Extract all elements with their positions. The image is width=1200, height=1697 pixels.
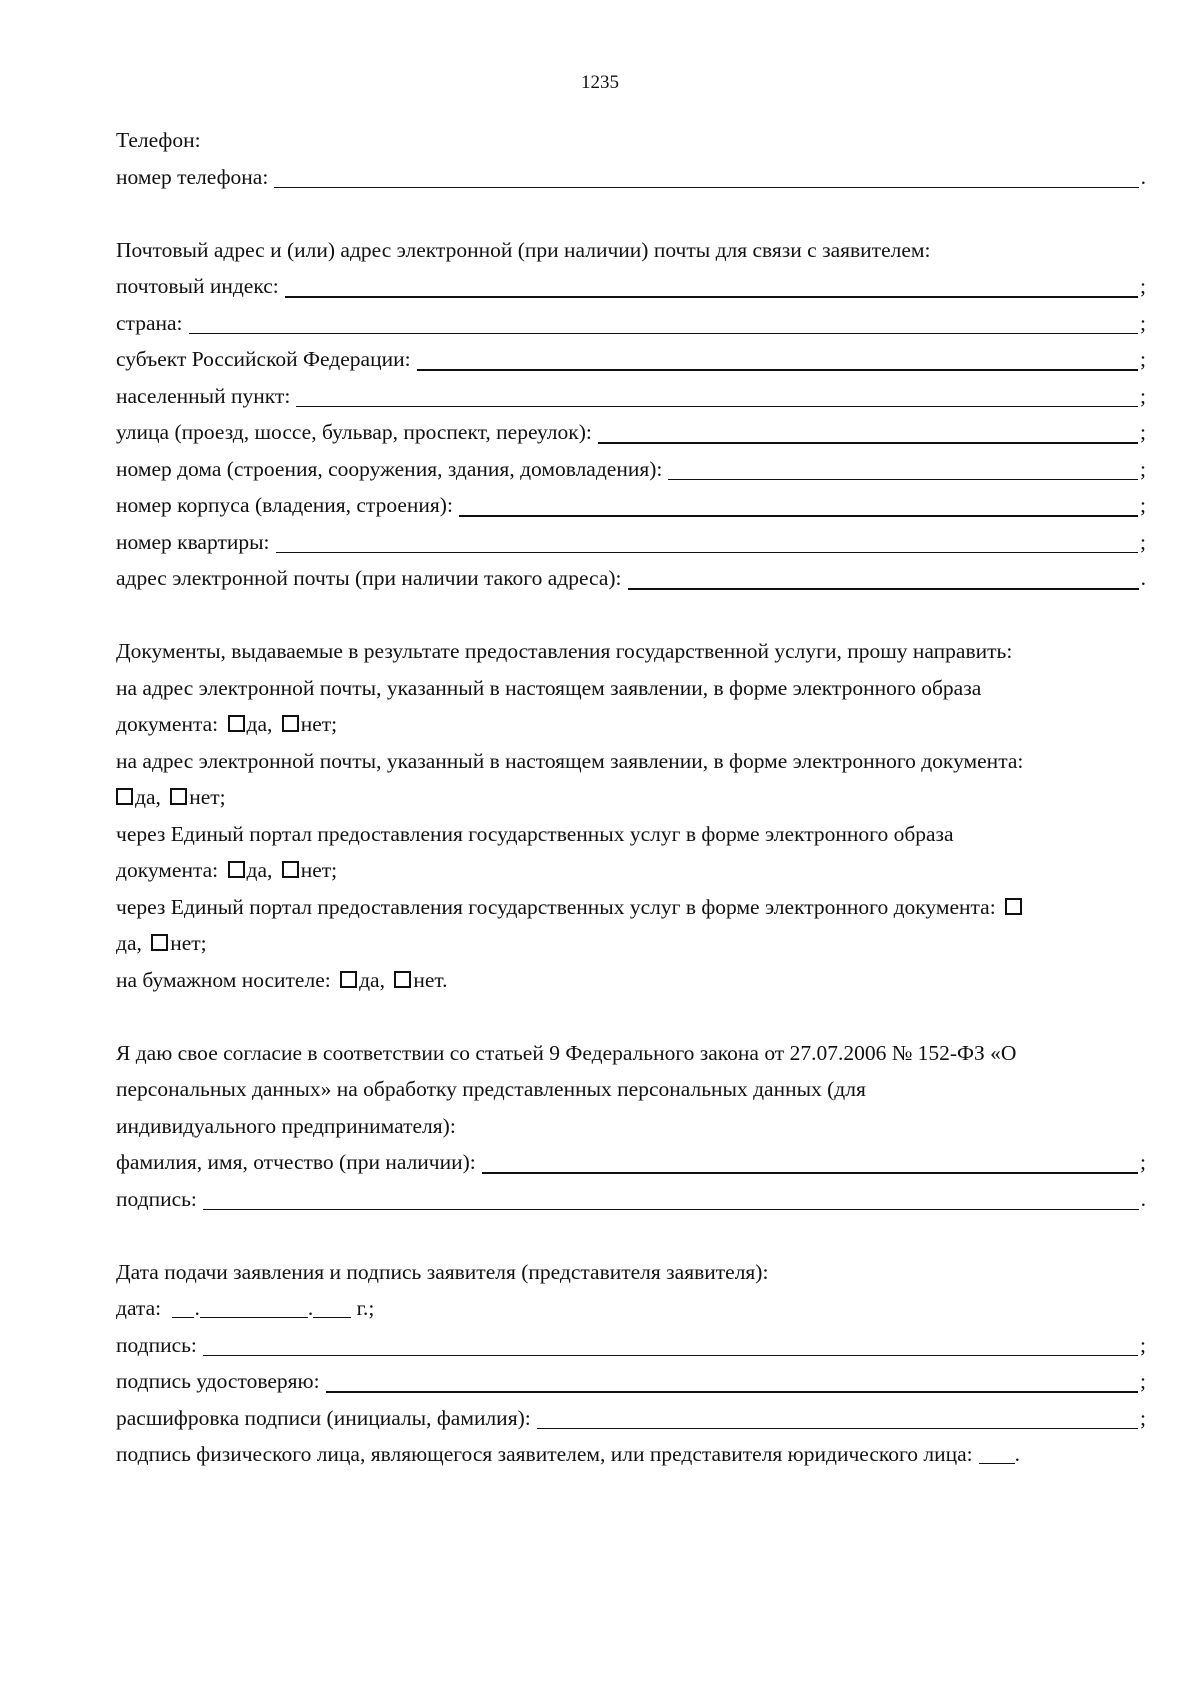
- no-label: нет;: [300, 858, 338, 882]
- person-signature-input-line[interactable]: [979, 1441, 1015, 1464]
- country-label: страна:: [116, 310, 183, 335]
- signature-decode-field[interactable]: [116, 1400, 1146, 1437]
- submission-signature-input-line[interactable]: [203, 1331, 1138, 1356]
- delivery-option-email-image-text: на адрес электронной почты, указанный в настоящем заявлении, в форме электронного образа: [116, 675, 982, 700]
- building-field[interactable]: [116, 487, 1146, 524]
- person-signature-label: подпись физического лица, являющегося заявителем, или представителя юридического лица:: [116, 1442, 973, 1466]
- email-label: адрес электронной почты (при наличии такого адреса):: [116, 566, 622, 590]
- region-input-line[interactable]: [417, 345, 1138, 371]
- consent-signature-field[interactable]: [116, 1181, 1146, 1218]
- date-label: дата:: [116, 1296, 162, 1320]
- person-signature-field[interactable]: [116, 1436, 1146, 1473]
- date-month-input[interactable]: [200, 1295, 308, 1318]
- house-number-label: номер дома (строения, сооружения, здания, домовладения):: [116, 456, 663, 481]
- no-label: нет;: [170, 931, 207, 955]
- no-label: нет;: [189, 785, 226, 809]
- consent-line-2: персональных данных» на обработку представленных персональных данных (для: [116, 1077, 866, 1101]
- certify-signature-input-line[interactable]: [326, 1367, 1138, 1393]
- field-end: ;: [1140, 493, 1146, 517]
- checkbox-portal-image-no[interactable]: [282, 861, 299, 878]
- street-input-line[interactable]: [598, 418, 1138, 444]
- submission-signature-label: подпись:: [116, 1332, 197, 1357]
- date-year-input[interactable]: [313, 1295, 351, 1318]
- yes-label: да,: [246, 712, 273, 736]
- spacer: [116, 597, 1146, 634]
- postal-code-field[interactable]: [116, 268, 1146, 305]
- delivery-option-portal-image-text: через Единый портал предоставления государственных услуг в форме электронного образа: [116, 821, 954, 846]
- checkbox-email-doc-yes[interactable]: [116, 788, 133, 805]
- page-number: 1235: [581, 72, 619, 93]
- apartment-input-line[interactable]: [276, 528, 1139, 553]
- field-end: ;: [1140, 529, 1146, 554]
- postal-code-input-line[interactable]: [285, 272, 1138, 298]
- checkbox-email-image-no[interactable]: [282, 715, 299, 732]
- region-label: субъект Российской Федерации:: [116, 347, 411, 371]
- delivery-option-portal-doc-text: [116, 889, 1146, 926]
- field-end: ;: [1140, 1369, 1146, 1393]
- checkbox-paper-no[interactable]: [394, 971, 411, 988]
- checkbox-paper-yes[interactable]: [340, 971, 357, 988]
- phone-number-end: .: [1140, 164, 1146, 189]
- house-number-input-line[interactable]: [668, 455, 1138, 480]
- postal-code-label: почтовый индекс:: [116, 274, 279, 298]
- locality-label: населенный пункт:: [116, 383, 291, 408]
- locality-field[interactable]: [116, 378, 1146, 415]
- consent-signature-label: подпись:: [116, 1186, 197, 1211]
- apartment-field[interactable]: [116, 524, 1146, 561]
- consent-name-field[interactable]: [116, 1144, 1146, 1181]
- field-end: .: [1140, 566, 1146, 590]
- yes-label: да,: [359, 967, 385, 992]
- phone-number-input-line[interactable]: [274, 163, 1138, 188]
- address-heading: Почтовый адрес и (или) адрес электронной (при наличии) почты для связи с заявителем:: [116, 237, 931, 262]
- consent-name-input-line[interactable]: [482, 1148, 1138, 1174]
- delivery-option-portal-doc: [116, 925, 1146, 962]
- apartment-label: номер квартиры:: [116, 529, 270, 554]
- field-end: ;: [1140, 1332, 1146, 1357]
- locality-input-line[interactable]: [296, 382, 1138, 407]
- signature-decode-input-line[interactable]: [537, 1404, 1138, 1429]
- consent-line-1: Я даю свое согласие в соответствии со статьей 9 Федерального закона от 27.07.2006 № 152-ФЗ «О: [116, 1040, 1017, 1065]
- consent-line-3: индивидуального предпринимателя):: [116, 1113, 456, 1138]
- checkbox-email-doc-no[interactable]: [170, 788, 187, 805]
- no-label: нет;: [300, 712, 338, 736]
- no-label: нет.: [413, 967, 448, 992]
- field-end: .: [1140, 1186, 1146, 1211]
- option-prefix: документа:: [116, 858, 219, 882]
- field-end: ;: [1140, 347, 1146, 371]
- option-text: через Единый портал предоставления государственных услуг в форме электронного документа:: [116, 894, 996, 919]
- building-input-line[interactable]: [459, 491, 1138, 517]
- spacer: [116, 998, 1146, 1035]
- phone-heading: Телефон:: [116, 128, 201, 152]
- phone-number-field[interactable]: [116, 159, 1146, 196]
- consent-name-label: фамилия, имя, отчество (при наличии):: [116, 1150, 476, 1174]
- yes-label: да,: [116, 931, 142, 955]
- country-input-line[interactable]: [189, 309, 1139, 334]
- checkbox-portal-doc-yes[interactable]: [1005, 898, 1022, 915]
- country-field[interactable]: [116, 305, 1146, 342]
- delivery-option-paper: [116, 962, 1146, 999]
- field-end: ;: [1140, 310, 1146, 335]
- checkbox-portal-image-yes[interactable]: [228, 861, 245, 878]
- checkbox-email-image-yes[interactable]: [228, 715, 245, 732]
- signature-decode-label: расшифровка подписи (инициалы, фамилия):: [116, 1405, 531, 1430]
- phone-number-label: номер телефона:: [116, 164, 269, 189]
- submission-date-field[interactable]: [116, 1290, 1146, 1327]
- certify-signature-field[interactable]: [116, 1363, 1146, 1400]
- certify-signature-label: подпись удостоверяю:: [116, 1369, 320, 1393]
- option-prefix: на бумажном носителе:: [116, 967, 331, 992]
- field-end: ;: [1140, 1405, 1146, 1430]
- field-end: .: [1014, 1442, 1021, 1466]
- date-day-input[interactable]: [172, 1295, 194, 1318]
- field-end: ;: [1140, 456, 1146, 481]
- field-end: ;: [1140, 420, 1146, 444]
- delivery-heading: Документы, выдаваемые в результате предоставления государственной услуги, прошу направить:: [116, 639, 1013, 663]
- delivery-option-portal-image: [116, 852, 1146, 889]
- delivery-option-email-doc: [116, 779, 1146, 816]
- field-end: ;: [1140, 274, 1146, 298]
- yes-label: да,: [246, 858, 273, 882]
- consent-signature-input-line[interactable]: [203, 1185, 1139, 1210]
- delivery-option-email-doc-text: на адрес электронной почты, указанный в настоящем заявлении, в форме электронного документа:: [116, 748, 1024, 773]
- date-separator: .: [307, 1296, 314, 1320]
- date-separator: .: [194, 1296, 200, 1320]
- email-input-line[interactable]: [628, 564, 1139, 590]
- building-label: номер корпуса (владения, строения):: [116, 493, 453, 517]
- field-end: ;: [1140, 383, 1146, 408]
- application-form: [116, 122, 1146, 1473]
- email-field[interactable]: [116, 560, 1146, 597]
- street-label: улица (проезд, шоссе, бульвар, проспект, переулок):: [116, 420, 592, 444]
- street-field[interactable]: [116, 414, 1146, 451]
- field-end: ;: [1140, 1150, 1146, 1174]
- delivery-option-email-image: [116, 706, 1146, 743]
- date-suffix: г.;: [356, 1296, 375, 1320]
- option-prefix: документа:: [116, 712, 219, 736]
- house-number-field[interactable]: [116, 451, 1146, 488]
- checkbox-portal-doc-no[interactable]: [151, 934, 168, 951]
- spacer: [116, 195, 1146, 232]
- spacer: [116, 1217, 1146, 1254]
- submission-signature-field[interactable]: [116, 1327, 1146, 1364]
- yes-label: да,: [135, 785, 161, 809]
- region-field[interactable]: [116, 341, 1146, 378]
- submission-heading: Дата подачи заявления и подпись заявителя (представителя заявителя):: [116, 1259, 769, 1284]
